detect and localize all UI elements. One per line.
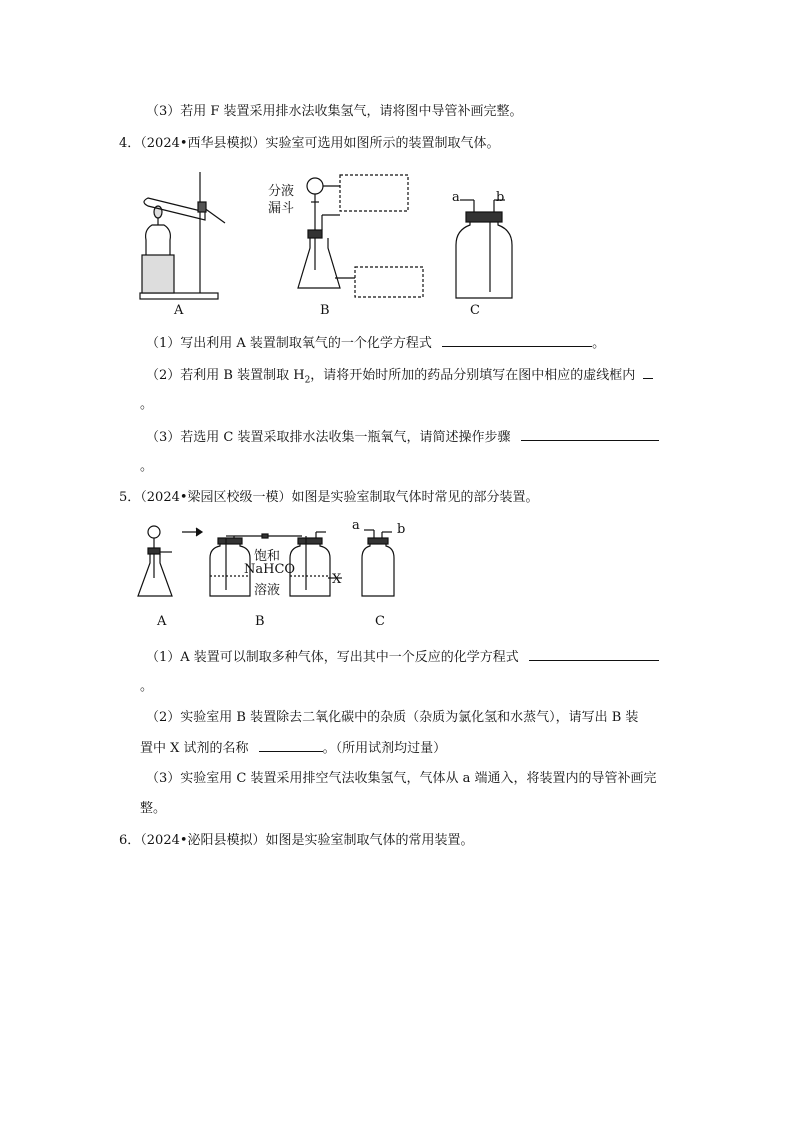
answer-blank[interactable] <box>259 737 323 752</box>
q5-label-b: B <box>255 614 265 629</box>
q4-sub2-end: 。 <box>140 397 154 412</box>
q4-stem: 4．（2024•西华县模拟）实验室可选用如图所示的装置制取气体。 <box>119 136 500 151</box>
q5-stem: 5．（2024•梁园区校级一模）如图是实验室制取气体时常见的部分装置。 <box>119 490 539 505</box>
q4-tube-b: b <box>496 190 505 205</box>
apparatus-a <box>140 172 225 299</box>
q4-label-c: C <box>470 303 480 318</box>
q4-sub3-end: 。 <box>140 459 154 474</box>
apparatus-b <box>298 175 423 297</box>
apparatus-c <box>456 200 512 298</box>
q4-apparatus-figure <box>130 160 530 325</box>
answer-blank[interactable] <box>521 426 659 441</box>
q4-sub1: （1）写出利用 A 装置制取氧气的一个化学方程式 。 <box>146 332 605 354</box>
answer-blank[interactable] <box>442 332 592 347</box>
q6-stem: 6．（2024•泌阳县模拟）如图是实验室制取气体的常用装置。 <box>119 833 474 848</box>
q4-funnel-label-2: 漏斗 <box>268 201 295 216</box>
q5-sub2-line1: （2）实验室用 B 装置除去二氧化碳中的杂质（杂质为氯化氢和水蒸气），请写出 B 装 <box>146 710 639 725</box>
q5-sub1: （1）A 装置可以制取多种气体，写出其中一个反应的化学方程式 <box>146 646 659 668</box>
q5-label-c: C <box>375 614 385 629</box>
q5-sub1-end: 。 <box>140 679 154 694</box>
q5-label-a: A <box>157 614 167 629</box>
q5-sub2-line2: 置中 X 试剂的名称 。（所用试剂均过量） <box>140 737 446 759</box>
q4-funnel-label-1: 分液 <box>268 184 295 199</box>
q5-sub3-line1: （3）实验室用 C 装置采用排空气法收集氢气，气体从 a 端通入，将装置内的导管补画完 <box>146 771 657 786</box>
q3-sub3: （3）若用 F 装置采用排水法收集氢气，请将图中导管补画完整。 <box>146 104 523 119</box>
q5-tube-a: a <box>352 518 360 533</box>
apparatus-a <box>138 526 202 596</box>
q5-tube-b: b <box>397 522 406 537</box>
q4-label-a: A <box>174 303 184 318</box>
q5-sub3-line2: 整。 <box>140 801 167 816</box>
apparatus-c <box>362 530 394 596</box>
q4-sub2: （2）若利用 B 装置制取 $H_2$，请将开始时所加的药品分别填写在图中相应的虚线框内 <box>146 364 653 391</box>
q5-solution-3: 溶液 <box>254 583 281 598</box>
answer-blank[interactable] <box>529 646 659 661</box>
answer-blank[interactable] <box>643 364 653 379</box>
q5-solution-1: 饱和 <box>254 549 281 564</box>
q5-reagent-x: X <box>332 572 342 587</box>
q4-label-b: B <box>320 303 330 318</box>
q4-tube-a: a <box>452 190 460 205</box>
q5-solution-2: NaHCO <box>244 562 296 577</box>
q4-sub3: （3）若选用 C 装置采取排水法收集一瓶氧气，请简述操作步骤 <box>146 426 659 448</box>
